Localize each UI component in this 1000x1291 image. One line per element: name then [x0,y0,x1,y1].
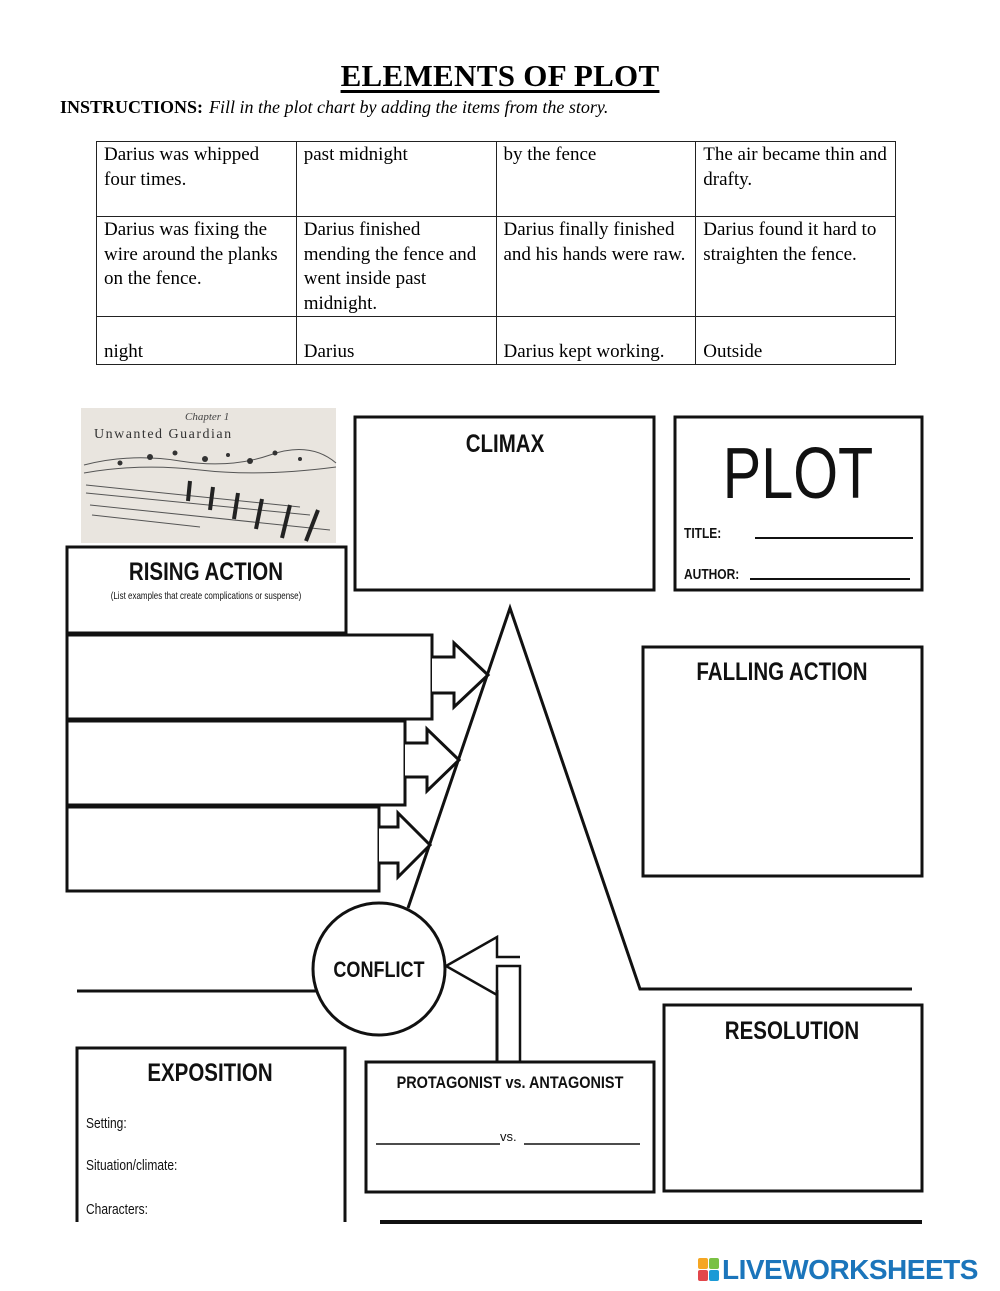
logo-square-1 [698,1258,708,1269]
vs-label: vs. [500,1129,517,1144]
table-cell[interactable]: Darius finished mending the fence and went inside past midnight. [296,217,496,317]
plot-heading: PLOT [722,432,874,514]
table-cell[interactable]: past midnight [296,142,496,217]
instructions-text: Fill in the plot chart by adding the items from the story. [209,97,609,117]
author-label: AUTHOR: [684,565,740,583]
liveworksheets-logo-icon [698,1258,720,1282]
table-row [97,317,896,365]
logo-square-2 [709,1258,719,1269]
table-cell[interactable]: night [97,317,297,365]
rising-action-sub: (List examples that create complications or suspense) [110,590,302,602]
setting-label: Setting: [86,1114,127,1132]
book-chapter-text: Chapter 1 [185,411,230,423]
protagonist-label: PROTAGONIST vs. ANTAGONIST [396,1073,624,1093]
liveworksheets-logo[interactable] [698,1254,978,1286]
rising-action-label: RISING ACTION [128,557,284,586]
rising-action-box-1[interactable] [67,635,432,719]
table-cell[interactable]: by the fence [496,142,696,217]
table-cell[interactable]: Darius was fixing the wire around the planks on the fence. [97,217,297,317]
characters-label: Characters: [86,1200,149,1218]
plot-diagram [0,395,1000,1230]
table-cell[interactable]: Darius [296,317,496,365]
resolution-label: RESOLUTION [724,1016,860,1045]
table-row [97,142,896,217]
conflict-arrow [446,937,520,1062]
instructions [60,97,608,118]
situation-label: Situation/climate: [86,1156,178,1174]
table-cell[interactable]: Outside [696,317,896,365]
liveworksheets-brand: LIVEWORKSHEETS [722,1254,978,1285]
climax-label: CLIMAX [465,429,545,458]
logo-square-3 [698,1270,708,1281]
rising-action-box-2[interactable] [67,721,405,805]
instructions-label: INSTRUCTIONS: [60,97,204,117]
book-cover-image [81,408,336,543]
page-title: ELEMENTS OF PLOT [340,58,660,93]
table-cell[interactable]: Darius kept working. [496,317,696,365]
book-title-text: Unwanted Guardian [94,427,233,442]
title-label: TITLE: [684,524,722,542]
logo-square-4 [709,1270,719,1281]
conflict-label: CONFLICT [333,958,425,983]
story-items-table [96,141,896,365]
table-cell[interactable]: Darius was whipped four times. [97,142,297,217]
table-cell[interactable]: Darius finally finished and his hands were raw. [496,217,696,317]
table-cell[interactable]: The air became thin and drafty. [696,142,896,217]
rising-action-box-3[interactable] [67,807,379,891]
falling-action-label: FALLING ACTION [696,657,868,686]
exposition-label: EXPOSITION [147,1058,273,1087]
table-cell[interactable]: Darius found it hard to straighten the fence. [696,217,896,317]
table-row [97,217,896,317]
